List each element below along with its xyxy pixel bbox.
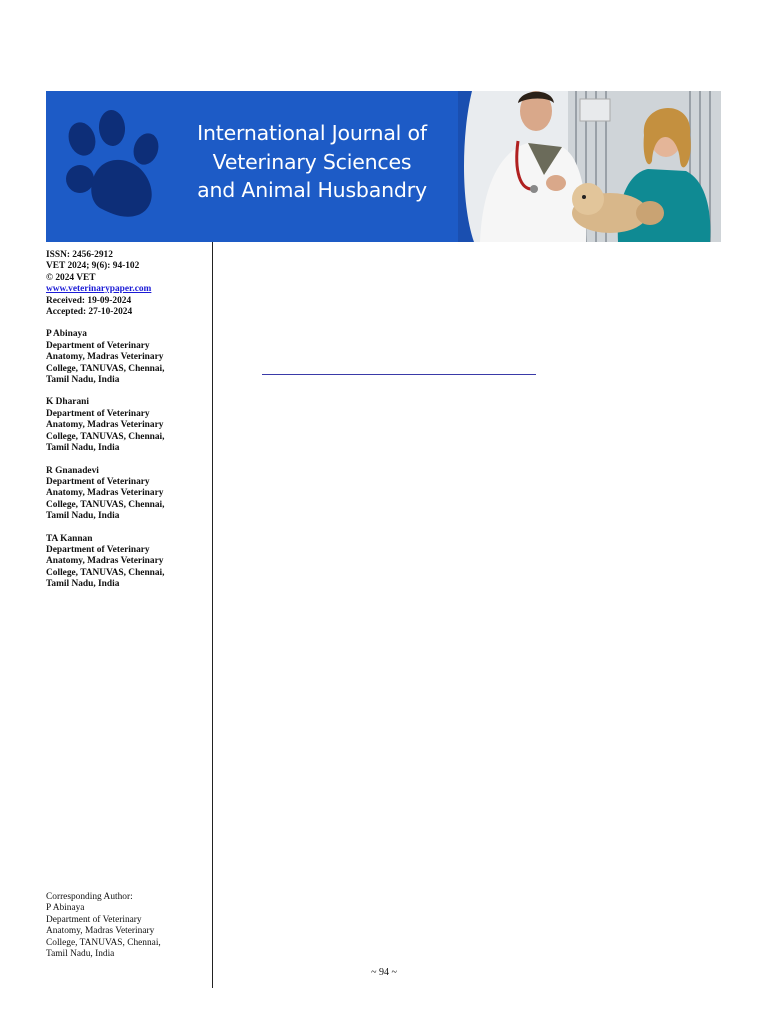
journal-banner xyxy=(46,91,721,242)
corresponding-author-label: Corresponding Author: xyxy=(46,892,133,902)
paw-print-icon xyxy=(60,109,164,221)
corresponding-affiliation-line: Department of Veterinary xyxy=(46,914,142,925)
corresponding-affiliation-line: Anatomy, Madras Veterinary xyxy=(46,926,155,937)
corresponding-author-block xyxy=(46,892,206,960)
author-affiliation-line: Department of Veterinary xyxy=(46,340,150,351)
author-affiliation-line: Anatomy, Madras Veterinary xyxy=(46,420,164,431)
author-affiliation-line: Tamil Nadu, India xyxy=(46,579,120,590)
corresponding-affiliation-line: College, TANUVAS, Chennai, xyxy=(46,937,161,948)
author-affiliation-line: Tamil Nadu, India xyxy=(46,375,120,386)
author-affiliation-line: College, TANUVAS, Chennai, xyxy=(46,567,165,578)
journal-website-link[interactable]: www.veterinarypaper.com xyxy=(46,284,152,295)
received-date: Received: 19-09-2024 xyxy=(46,295,132,306)
author-affiliation-line: Department of Veterinary xyxy=(46,544,150,555)
article-metadata-column xyxy=(46,250,206,591)
copyright: © 2024 VET xyxy=(46,272,96,283)
journal-title-line-1: International Journal of xyxy=(197,121,427,145)
author-affiliation-line: Anatomy, Madras Veterinary xyxy=(46,352,164,363)
author-affiliation-line: College, TANUVAS, Chennai, xyxy=(46,499,165,510)
author-block xyxy=(46,397,206,454)
issn: ISSN: 2456-2912 xyxy=(46,250,113,260)
author-block xyxy=(46,466,206,523)
journal-title-line-2: Veterinary Sciences xyxy=(212,149,412,174)
author-affiliation-line: College, TANUVAS, Chennai, xyxy=(46,431,165,442)
author-affiliation-line: Tamil Nadu, India xyxy=(46,443,120,454)
page-number: ~ 94 ~ xyxy=(371,967,397,978)
journal-title xyxy=(174,119,450,205)
author-name: P Abinaya xyxy=(46,329,87,340)
author-block xyxy=(46,534,206,591)
journal-title-line-3: and Animal Husbandry xyxy=(197,178,427,202)
author-affiliation-line: Department of Veterinary xyxy=(46,408,150,419)
author-affiliation-line: Tamil Nadu, India xyxy=(46,511,120,522)
corresponding-affiliation-line: Tamil Nadu, India xyxy=(46,949,115,960)
link-underline-rule xyxy=(262,374,536,375)
author-name: TA Kannan xyxy=(46,533,93,544)
author-name: K Dharani xyxy=(46,397,89,408)
author-affiliation-line: Anatomy, Madras Veterinary xyxy=(46,556,164,567)
author-affiliation-line: College, TANUVAS, Chennai, xyxy=(46,363,165,374)
author-name: R Gnanadevi xyxy=(46,465,99,476)
accepted-date: Accepted: 27-10-2024 xyxy=(46,307,133,318)
author-affiliation-line: Anatomy, Madras Veterinary xyxy=(46,488,164,499)
corresponding-author-name: P Abinaya xyxy=(46,903,85,914)
volume-info: VET 2024; 9(6): 94-102 xyxy=(46,261,140,272)
column-divider xyxy=(212,242,213,988)
author-block xyxy=(46,329,206,386)
author-affiliation-line: Department of Veterinary xyxy=(46,476,150,487)
banner-photo-vet-with-dog xyxy=(458,91,721,242)
